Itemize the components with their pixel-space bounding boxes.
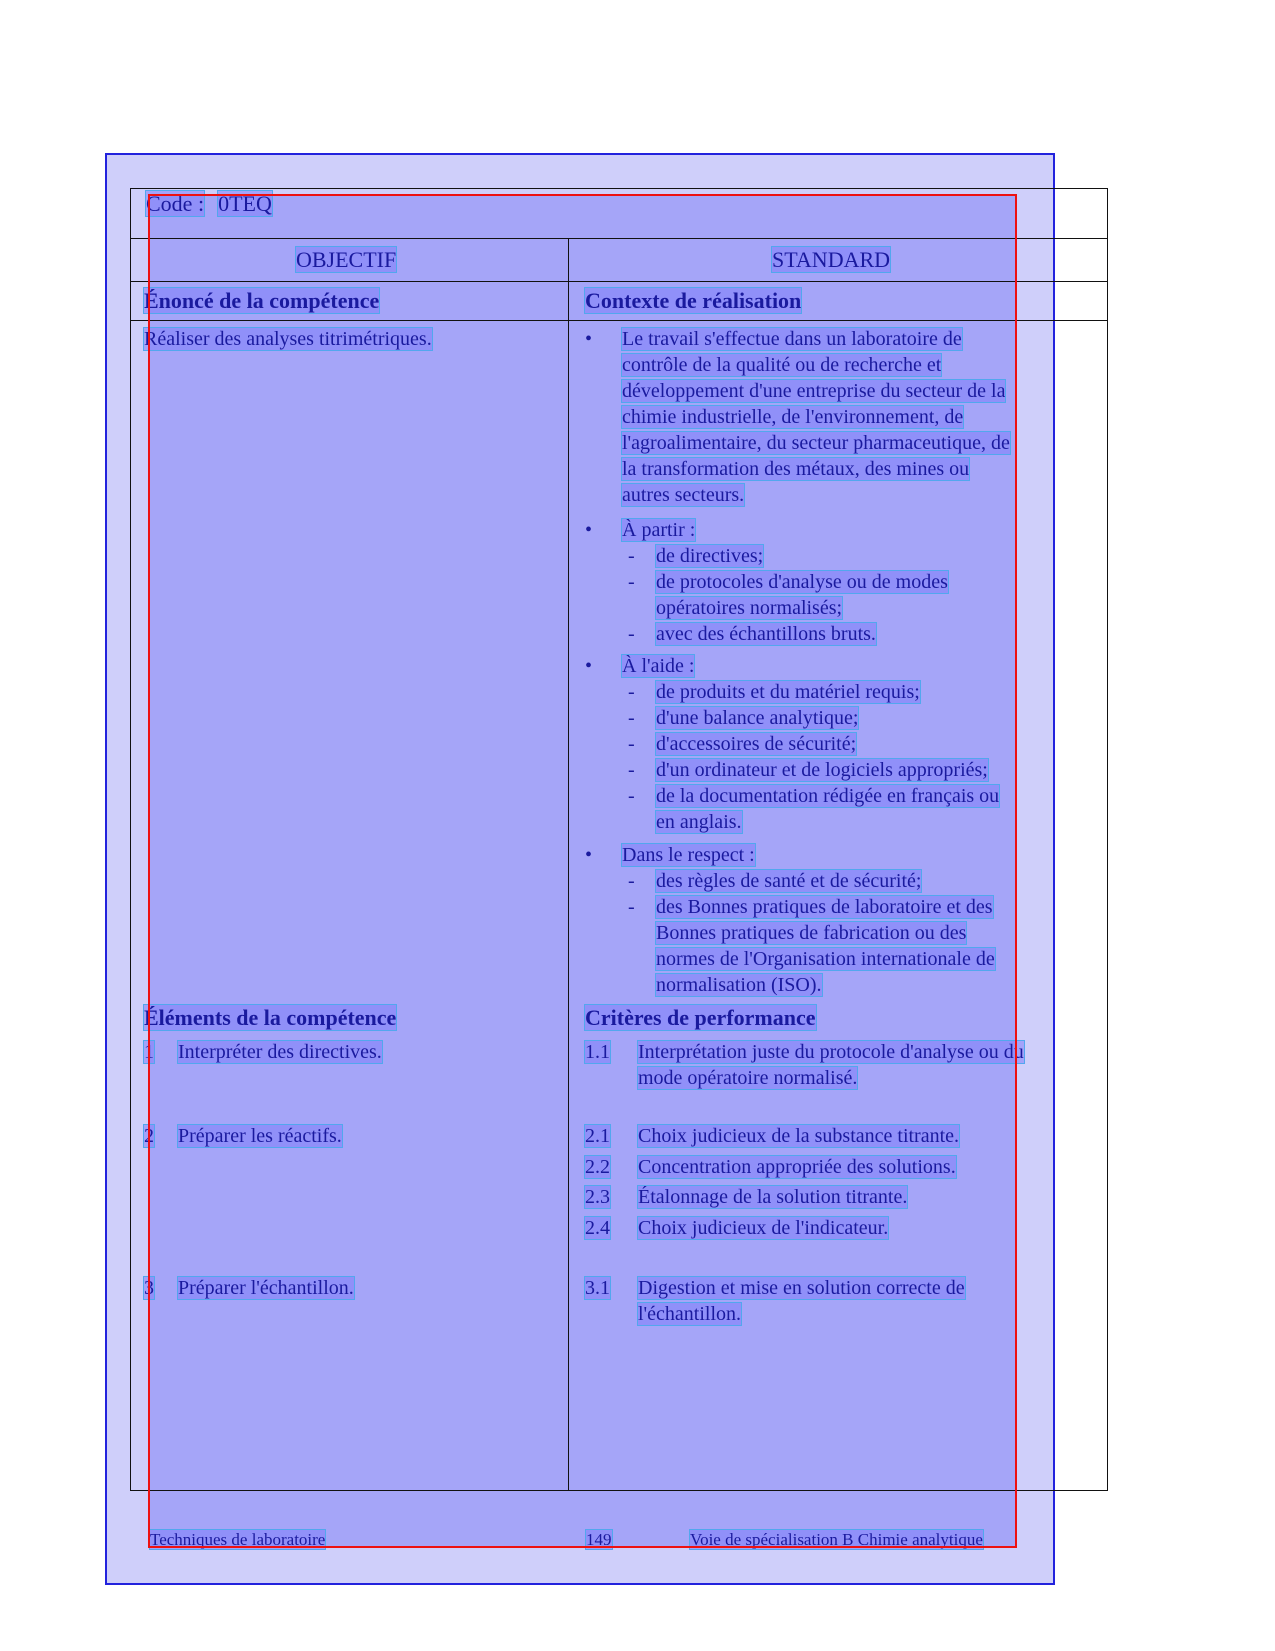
code-line: [146, 192, 272, 216]
list-item-line: [656, 758, 988, 782]
critere-text-text: mode opératoire normalisé.: [638, 1067, 858, 1089]
enonce-title: [144, 289, 379, 313]
critere-text-text: Choix judicieux de l'indicateur.: [638, 1217, 889, 1239]
critere-text: [638, 1302, 741, 1326]
code-label: Code :: [146, 191, 205, 216]
list-item-line-text: de protocoles d'analyse ou de modes: [656, 571, 948, 593]
critere-text-text: Choix judicieux de la substance titrante.: [638, 1125, 960, 1147]
list-item-line: [656, 706, 858, 730]
table-rule-header-bottom: [130, 281, 1108, 282]
list-item-line-text: d'un ordinateur et de logiciels appropriés;: [656, 759, 988, 781]
list-dash: -: [628, 759, 635, 781]
critere-number: [585, 1040, 610, 1064]
header-objectif-text: OBJECTIF: [296, 247, 397, 272]
footer-left-text: Techniques de laboratoire: [150, 1530, 326, 1549]
critere-number-text: 2.4: [585, 1217, 610, 1239]
list-item-line: [656, 869, 921, 893]
enonce-text: [144, 327, 432, 351]
contexte-intro-line-text: l'agroalimentaire, du secteur pharmaceutique, de: [622, 432, 1010, 454]
contexte-intro-line-text: Le travail s'effectue dans un laboratoire de: [622, 328, 962, 350]
contexte-title: [585, 289, 801, 313]
critere-text: [638, 1276, 965, 1300]
list-item-line: [656, 947, 995, 971]
a-partir-label-text: À partir :: [622, 519, 696, 541]
header-standard-text: STANDARD: [772, 247, 891, 272]
contexte-intro-line: [622, 483, 744, 507]
respect-label-text: Dans le respect :: [622, 844, 755, 866]
list-item-line-text: normes de l'Organisation internationale de: [656, 948, 995, 970]
element-number: [144, 1040, 154, 1064]
a-partir-bullet: •: [585, 519, 593, 541]
code-value: 0TEQ: [218, 191, 272, 216]
element-text-text: Préparer l'échantillon.: [178, 1277, 354, 1299]
list-item-line: [656, 895, 993, 919]
critere-number: [585, 1276, 610, 1300]
list-item-line-text: des règles de santé et de sécurité;: [656, 870, 922, 892]
element-number: [144, 1124, 154, 1148]
footer-left: [150, 1530, 325, 1550]
list-item-line-text: avec des échantillons bruts.: [656, 623, 876, 645]
critere-text: [638, 1040, 1024, 1064]
critere-text: [638, 1216, 888, 1240]
enonce-title-text: Énoncé de la compétence: [144, 288, 380, 313]
critere-text: [638, 1155, 956, 1179]
critere-number-text: 2.2: [585, 1156, 610, 1178]
critere-number-text: 3.1: [585, 1277, 610, 1299]
list-item-line-text: de produits et du matériel requis;: [656, 681, 920, 703]
list-dash: -: [628, 870, 635, 892]
contexte-intro-line: [622, 457, 969, 481]
critere-number-text: 2.3: [585, 1186, 610, 1208]
list-dash: -: [628, 681, 635, 703]
enonce-text-value: Réaliser des analyses titrimétriques.: [144, 328, 432, 350]
header-standard: [772, 248, 890, 272]
contexte-intro-line-text: chimie industrielle, de l'environnement, de: [622, 406, 964, 428]
respect-label: [622, 843, 755, 867]
element-text: [178, 1040, 382, 1064]
critere-text: [638, 1185, 907, 1209]
list-item-line-text: normalisation (ISO).: [656, 974, 822, 996]
list-dash: -: [628, 571, 635, 593]
contexte-intro-line: [622, 379, 1005, 403]
a-partir-label: [622, 518, 695, 542]
list-item-line: [656, 570, 948, 594]
element-text: [178, 1276, 354, 1300]
critere-text-text: Digestion et mise en solution correcte de: [638, 1277, 965, 1299]
list-item-line-text: des Bonnes pratiques de laboratoire et des: [656, 896, 993, 918]
list-item-line-text: d'une balance analytique;: [656, 707, 859, 729]
list-item-line: [656, 784, 999, 808]
list-item-line-text: Bonnes pratiques de fabrication ou des: [656, 922, 967, 944]
list-dash: -: [628, 623, 635, 645]
list-item-line: [656, 544, 763, 568]
element-number-text: 1: [144, 1041, 154, 1063]
list-item-line-text: de la documentation rédigée en français ou: [656, 785, 1000, 807]
list-dash: -: [628, 733, 635, 755]
list-item-line-text: d'accessoires de sécurité;: [656, 733, 857, 755]
list-dash: -: [628, 785, 635, 807]
contexte-intro-line-text: développement d'une entreprise du secteur de la: [622, 380, 1006, 402]
table-column-divider: [568, 239, 569, 1491]
critere-number: [585, 1124, 610, 1148]
list-item-line: [656, 810, 742, 834]
critere-number: [585, 1185, 610, 1209]
list-item-line: [656, 596, 842, 620]
critere-number: [585, 1216, 610, 1240]
critere-text-text: Interprétation juste du protocole d'analyse ou du: [638, 1041, 1024, 1063]
contexte-intro-line-text: la transformation des métaux, des mines ou: [622, 458, 970, 480]
list-item-line-text: opératoires normalisés;: [656, 597, 843, 619]
table-rule-header-top: [130, 238, 1108, 239]
list-item-line: [656, 732, 856, 756]
criteres-title: [585, 1006, 816, 1030]
list-item-line: [656, 680, 920, 704]
list-dash: -: [628, 545, 635, 567]
list-item-line-text: en anglais.: [656, 811, 742, 833]
critere-text-text: Étalonnage de la solution titrante.: [638, 1186, 908, 1208]
contexte-intro-line: [622, 353, 941, 377]
list-dash: -: [628, 707, 635, 729]
element-text: [178, 1124, 342, 1148]
a-laide-label: [622, 654, 694, 678]
element-number: [144, 1276, 154, 1300]
list-item-line: [656, 921, 966, 945]
contexte-intro-bullet: •: [585, 328, 593, 350]
footer-page-text: 149: [586, 1530, 612, 1549]
list-item-line: [656, 973, 822, 997]
element-text-text: Interpréter des directives.: [178, 1041, 382, 1063]
contexte-title-text: Contexte de réalisation: [585, 288, 802, 313]
footer-page-number: [586, 1530, 612, 1550]
contexte-intro-line-text: contrôle de la qualité ou de recherche et: [622, 354, 942, 376]
critere-number-text: 2.1: [585, 1125, 610, 1147]
element-text-text: Préparer les réactifs.: [178, 1125, 342, 1147]
contexte-intro-line: [622, 327, 962, 351]
elements-title-text: Éléments de la compétence: [144, 1005, 397, 1030]
elements-title: [144, 1006, 396, 1030]
header-objectif: [296, 248, 396, 272]
contexte-intro-line-text: autres secteurs.: [622, 484, 745, 506]
respect-bullet: •: [585, 844, 593, 866]
element-number-text: 2: [144, 1125, 154, 1147]
critere-text-text: Concentration appropriée des solutions.: [638, 1156, 956, 1178]
footer-right-text: Voie de spécialisation B Chimie analytique: [690, 1530, 983, 1549]
element-number-text: 3: [144, 1277, 154, 1299]
a-laide-bullet: •: [585, 655, 593, 677]
critere-number: [585, 1155, 610, 1179]
table-rule-section-bottom: [130, 320, 1108, 321]
contexte-intro-line: [622, 431, 1010, 455]
critere-text: [638, 1066, 857, 1090]
list-item-line-text: de directives;: [656, 545, 764, 567]
critere-number-text: 1.1: [585, 1041, 610, 1063]
a-laide-label-text: À l'aide :: [622, 655, 695, 677]
contexte-intro-line: [622, 405, 963, 429]
criteres-title-text: Critères de performance: [585, 1005, 816, 1030]
footer-right: [690, 1530, 983, 1550]
critere-text-text: l'échantillon.: [638, 1303, 742, 1325]
list-dash: -: [628, 896, 635, 918]
critere-text: [638, 1124, 959, 1148]
list-item-line: [656, 622, 876, 646]
